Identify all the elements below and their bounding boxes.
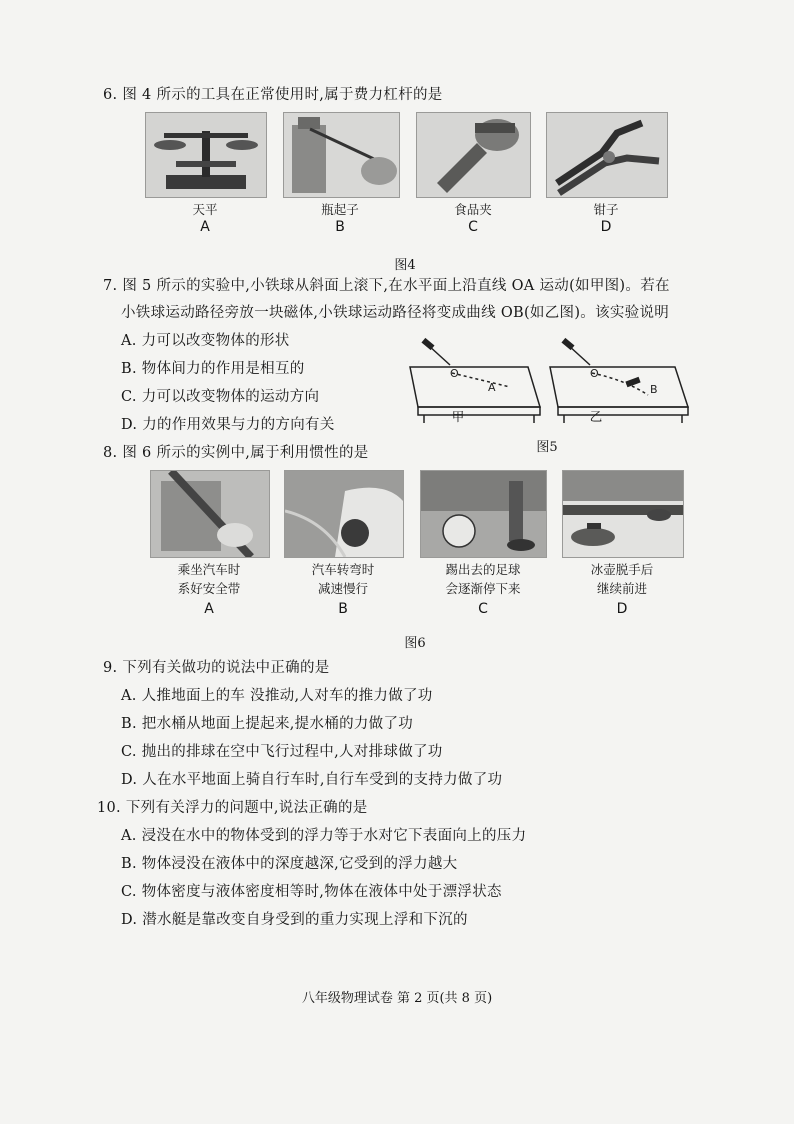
q8-stem: 8. 图 6 所示的实例中,属于利用惯性的是 [103, 445, 369, 461]
q8-option-c-caption [433, 560, 533, 598]
q8-option-d-letter: D [616, 601, 628, 617]
q6-stem: 6. 图 4 所示的工具在正常使用时,属于费力杠杆的是 [103, 87, 443, 103]
figure-6-label: 图6 [404, 636, 426, 651]
q10-option-d: D. 潜水艇是靠改变自身受到的重力实现上浮和下沉的 [121, 912, 468, 928]
q10-option-c: C. 物体密度与液体密度相等时,物体在液体中处于漂浮状态 [121, 884, 502, 900]
q7-stem-line1: 7. 图 5 所示的实验中,小铁球从斜面上滚下,在水平面上沿直线 OA 运动(如甲图)。若在 [103, 278, 670, 294]
q8-option-d-caption [577, 560, 667, 598]
q6-option-b-letter: B [335, 219, 345, 235]
q8-option-c-caption-line2: 会逐渐停下来 [445, 581, 521, 596]
diagram-point-o-left: O [450, 367, 459, 380]
figure-5-label: 图5 [536, 440, 558, 455]
q6-option-c-caption: 食品夹 [454, 202, 492, 217]
q6-option-d-letter: D [600, 219, 612, 235]
diagram-point-b: B [650, 383, 658, 396]
q8-option-a-letter: A [204, 601, 214, 617]
q6-option-b-caption: 瓶起子 [321, 202, 359, 217]
balance-scale-image [145, 112, 267, 198]
car-turning-image [284, 470, 404, 558]
q9-option-d: D. 人在水平地面上骑自行车时,自行车受到的支持力做了功 [121, 772, 503, 788]
q7-option-a: A. 力可以改变物体的形状 [121, 333, 290, 349]
bottle-opener-image [283, 112, 400, 198]
figure-4-label: 图4 [394, 258, 416, 273]
q8-option-b-caption-line2: 减速慢行 [317, 581, 368, 596]
q8-option-c-letter: C [478, 601, 488, 617]
q8-option-b-caption-line1: 汽车转弯时 [311, 562, 375, 577]
q7-option-d: D. 力的作用效果与力的方向有关 [121, 417, 335, 433]
q8-option-c-caption-line1: 踢出去的足球 [445, 562, 521, 577]
q8-option-d-caption-line1: 冰壶脱手后 [590, 562, 654, 577]
q8-option-d-caption-line2: 继续前进 [596, 581, 647, 596]
figure-5-diagram [400, 335, 700, 425]
q6-option-a-caption: 天平 [192, 202, 218, 217]
q8-option-a-caption [164, 560, 254, 598]
q9-option-c: C. 抛出的排球在空中飞行过程中,人对排球做了功 [121, 744, 443, 760]
q6-option-a-letter: A [200, 219, 210, 235]
q8-option-a-caption-line2: 系好安全带 [177, 581, 241, 596]
food-tongs-image [416, 112, 531, 198]
q9-option-b: B. 把水桶从地面上提起来,提水桶的力做了功 [121, 716, 414, 732]
page-footer: 八年级物理试卷 第 2 页(共 8 页) [301, 991, 493, 1006]
diagram-point-o-right: O [590, 367, 599, 380]
curling-stone-image [562, 470, 684, 558]
diagram-point-a: A [488, 381, 496, 394]
q7-stem-line2: 小铁球运动路径旁放一块磁体,小铁球运动路径将变成曲线 OB(如乙图)。该实验说明 [121, 305, 670, 321]
q8-option-b-caption [298, 560, 388, 598]
q10-stem: 10. 下列有关浮力的问题中,说法正确的是 [97, 800, 368, 816]
figure-5-right-label: 乙 [589, 409, 603, 424]
q7-option-c: C. 力可以改变物体的运动方向 [121, 389, 320, 405]
pliers-image [546, 112, 668, 198]
kicked-ball-image [420, 470, 547, 558]
figure-5-left-label: 甲 [451, 409, 465, 424]
q8-option-a-caption-line1: 乘坐汽车时 [177, 562, 241, 577]
q6-option-c-letter: C [468, 219, 478, 235]
q10-option-a: A. 浸没在水中的物体受到的浮力等于水对它下表面向上的压力 [121, 828, 527, 844]
q10-option-b: B. 物体浸没在液体中的深度越深,它受到的浮力越大 [121, 856, 458, 872]
q8-option-b-letter: B [338, 601, 348, 617]
seatbelt-image [150, 470, 270, 558]
q9-option-a: A. 人推地面上的车 没推动,人对车的推力做了功 [121, 688, 433, 704]
q6-option-d-caption: 钳子 [593, 202, 619, 217]
q7-option-b: B. 物体间力的作用是相互的 [121, 361, 305, 377]
q9-stem: 9. 下列有关做功的说法中正确的是 [103, 660, 330, 676]
